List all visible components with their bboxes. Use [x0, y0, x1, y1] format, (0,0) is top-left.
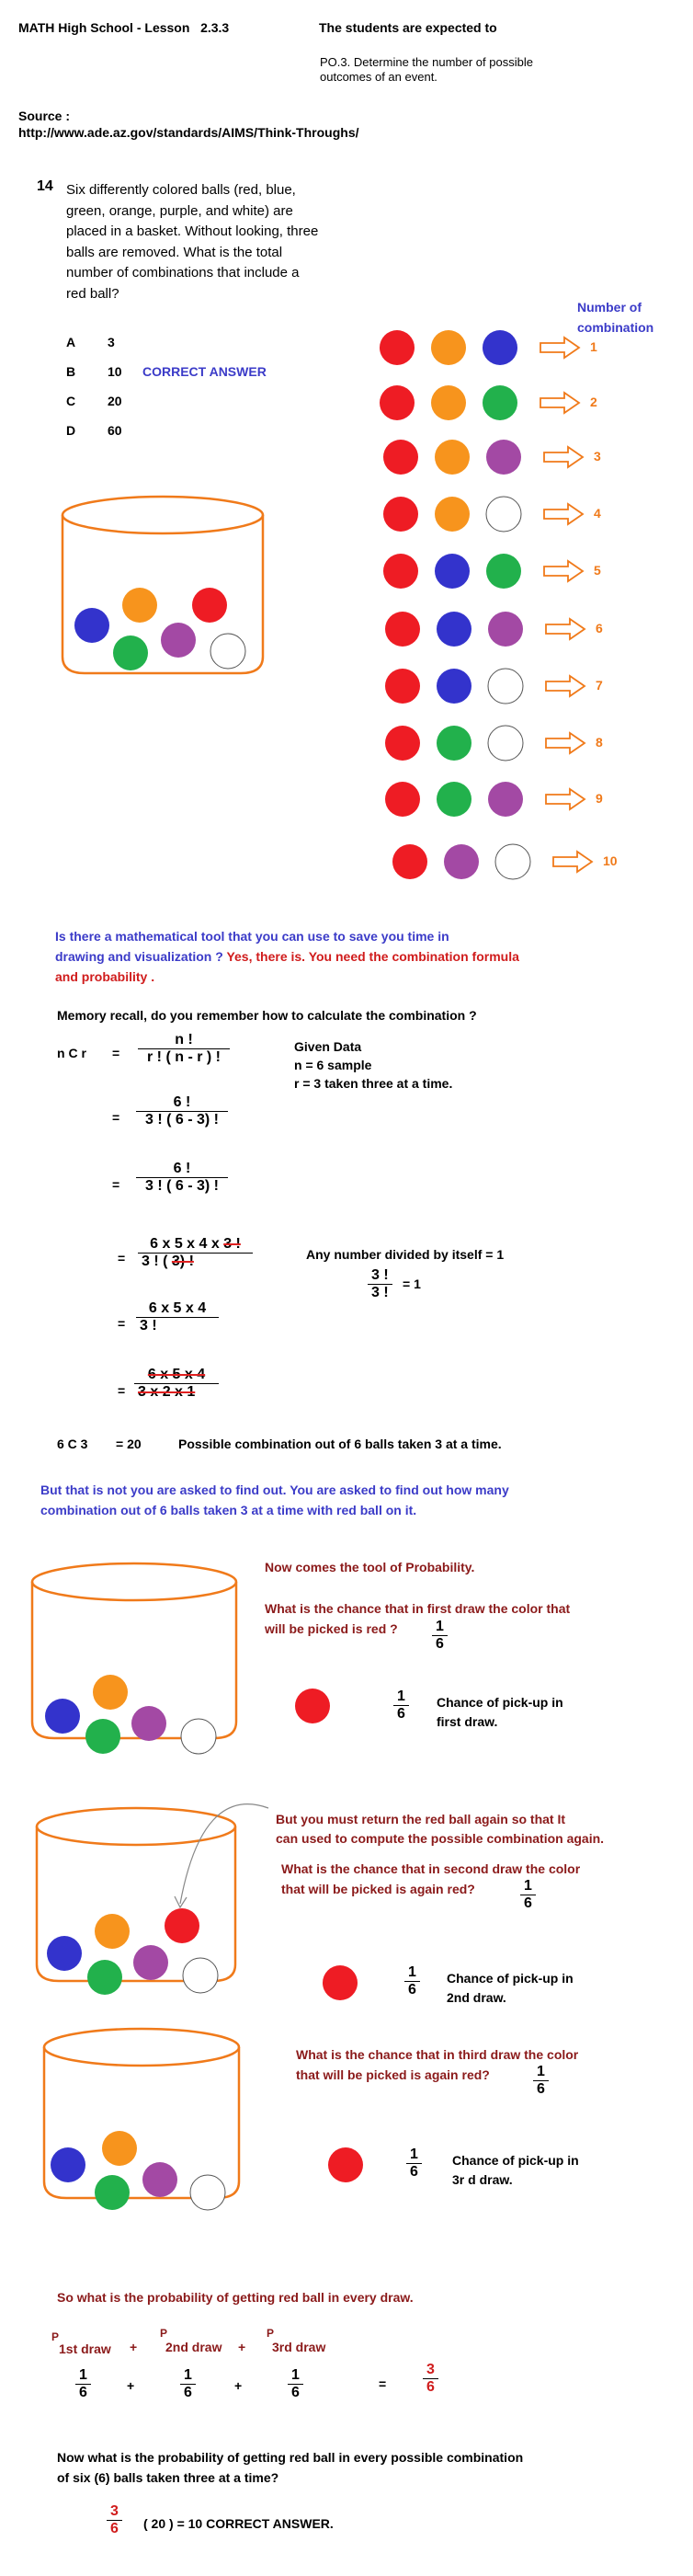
formula-fraction-2: $\frac{6 !}{3 ! ( 6 - 3) !}$ — [136, 1094, 228, 1129]
ball-purple — [131, 1706, 166, 1741]
given-n: n = 6 sample — [294, 1058, 372, 1072]
option-b: B 10 — [66, 364, 122, 379]
ball-white — [183, 1958, 218, 1993]
divided-fraction: $\frac{3 !}{3 !}$ — [368, 1267, 392, 1302]
divided-result: = 1 — [403, 1277, 421, 1291]
p-label-3: P — [267, 2327, 275, 2340]
combo-5-ball-red — [383, 554, 418, 589]
combination-number-9: 9 — [596, 791, 603, 806]
final-answer: ( 20 ) = 10 CORRECT ANSWER. — [143, 2516, 334, 2531]
formula-fraction-1: $\frac{n !}{r ! ( n - r ) !}$ — [138, 1032, 230, 1067]
combo-7-ball-red — [385, 669, 420, 704]
draw1-chance-2: first draw. — [437, 1714, 498, 1729]
equals-sign: = — [112, 1046, 120, 1060]
basket-3-rim — [37, 1808, 235, 1845]
ncr-label: n C r — [57, 1046, 86, 1060]
basket-4-rim — [44, 2029, 239, 2066]
equals-sign: = — [118, 1316, 126, 1331]
ball-green — [113, 635, 148, 670]
divided-note: Any number divided by itself = 1 — [306, 1247, 505, 1262]
combo-arrow-icon — [540, 338, 579, 358]
ball-orange — [95, 1914, 130, 1949]
question-text: Six differently colored balls (red, blue, green, orange, purple, and white) are placed in a basket. Without looking, three balls are removed. What is the total number of combinations that include a red ball? — [66, 182, 319, 302]
combination-number-5: 5 — [594, 563, 601, 578]
ball-orange — [93, 1675, 128, 1710]
formula-fraction-3: $\frac{6 !}{3 ! ( 6 - 3) !}$ — [136, 1161, 228, 1196]
combo-3-ball-purple — [486, 440, 521, 475]
ball-blue — [74, 608, 109, 643]
combination-number-6: 6 — [596, 621, 603, 635]
equals-sign: = — [112, 1177, 120, 1192]
po-text-2: outcomes of an event. — [320, 70, 437, 84]
combo-arrow-icon — [544, 447, 583, 467]
ball-red — [165, 1908, 199, 1943]
draw2-chance-1: Chance of pick-up in — [447, 1971, 574, 1986]
ball-green — [95, 2175, 130, 2210]
ball-purple — [142, 2162, 177, 2197]
draw2-chance-2: 2nd draw. — [447, 1990, 506, 2005]
draw-label-2: 2nd draw — [165, 2340, 222, 2354]
combo-4-ball-red — [383, 497, 418, 532]
combo-arrow-icon — [540, 393, 579, 413]
p-label-1: P — [51, 2330, 60, 2343]
combination-number-2: 2 — [590, 395, 597, 409]
combo-10-ball-purple — [444, 844, 479, 879]
combination-number-7: 7 — [596, 678, 603, 693]
plus-2: + — [238, 2340, 246, 2354]
lesson-number: 2.3.3 — [200, 20, 230, 35]
but-line-1: But that is not you are asked to find out. You are asked to find out how many — [40, 1483, 509, 1497]
combo-8-ball-red — [385, 726, 420, 761]
sum-fraction-3: $\frac{1}{6}$ — [288, 2367, 303, 2402]
draw1-question-1: What is the chance that in first draw the color that — [265, 1601, 571, 1616]
memory-recall: Memory recall, do you remember how to calculate the combination ? — [57, 1008, 477, 1023]
draw3-chance-fraction: $\frac{1}{6}$ — [406, 2147, 422, 2181]
combination-number-8: 8 — [596, 735, 603, 750]
ball-blue — [51, 2147, 85, 2182]
sum-result-fraction: $\frac{3}{6}$ — [423, 2362, 438, 2397]
basket-2-rim — [32, 1563, 236, 1600]
equals-sum: = — [379, 2376, 387, 2391]
draw2-question-2: that will be picked is again red? — [281, 1882, 475, 1896]
combo-2-ball-red — [380, 385, 415, 420]
draw2-red-ball — [323, 1965, 358, 2000]
answer-fraction: $\frac{3}{6}$ — [107, 2503, 122, 2538]
combination-header-2: combination — [577, 320, 654, 335]
combo-arrow-icon — [544, 561, 583, 581]
given-r: r = 3 taken three at a time. — [294, 1076, 453, 1091]
draw1-chance-fraction: $\frac{1}{6}$ — [393, 1689, 409, 1723]
combo-arrow-icon — [546, 789, 585, 809]
question-number: 14 — [37, 178, 53, 194]
sum-fraction-2: $\frac{1}{6}$ — [180, 2367, 196, 2402]
combo-10-ball-white — [495, 844, 530, 879]
tool-line-3: and probability . — [55, 969, 155, 984]
option-c: C 20 — [66, 394, 122, 408]
draw2-fraction: $\frac{1}{6}$ — [520, 1878, 536, 1913]
combo-6-ball-blue — [437, 612, 471, 647]
draw3-question-1: What is the chance that in third draw the color — [296, 2047, 579, 2062]
expected-text: The students are expected to — [319, 20, 497, 35]
option-a: A 3 — [66, 335, 115, 349]
combo-5-ball-blue — [435, 554, 470, 589]
p-label-2: P — [160, 2327, 168, 2340]
source-url: http://www.ade.az.gov/standards/AIMS/Think-Throughs/ — [18, 125, 359, 140]
combo-9-ball-green — [437, 782, 471, 817]
combination-number-1: 1 — [590, 339, 597, 354]
tool-line-1: Is there a mathematical tool that you can use to save you time in — [55, 929, 449, 944]
combo-4-ball-orange — [435, 497, 470, 532]
combo-8-ball-white — [488, 726, 523, 761]
now-line-1: Now what is the probability of getting red ball in every possible combination — [57, 2450, 524, 2465]
combo-9-ball-red — [385, 782, 420, 817]
combo-arrow-icon — [546, 676, 585, 696]
ball-white — [190, 2175, 225, 2210]
draw3-red-ball — [328, 2147, 363, 2182]
combo-1-ball-blue — [483, 330, 517, 365]
equals-sign: = — [118, 1383, 126, 1398]
combo-8-ball-green — [437, 726, 471, 761]
formula-fraction-4: $\frac{6 x 5 x 4 x 3 !}{3 ! ( 3) !}$ — [138, 1236, 253, 1271]
po-text: PO.3. Determine the number of possible — [320, 55, 533, 69]
draw3-question-2: that will be picked is again red? — [296, 2067, 490, 2082]
result-lhs: 6 C 3 — [57, 1437, 88, 1451]
combo-arrow-icon — [544, 504, 583, 524]
combination-number-10: 10 — [603, 853, 618, 868]
combo-2-ball-orange — [431, 385, 466, 420]
draw3-chance-2: 3r d draw. — [452, 2172, 513, 2187]
ball-orange — [122, 588, 157, 623]
draw1-chance-1: Chance of pick-up in — [437, 1695, 563, 1710]
but-line-2: combination out of 6 balls taken 3 at a time with red ball on it. — [40, 1503, 417, 1517]
combo-2-ball-green — [483, 385, 517, 420]
result-description: Possible combination out of 6 balls taken 3 at a time. — [178, 1437, 502, 1451]
combo-5-ball-green — [486, 554, 521, 589]
combo-3-ball-orange — [435, 440, 470, 475]
source-label: Source : — [18, 109, 71, 123]
return-line-2: can used to compute the possible combination again. — [276, 1831, 605, 1846]
draw-label-3: 3rd draw — [272, 2340, 326, 2354]
combination-header-1: Number of — [577, 300, 642, 315]
now-line-2: of six (6) balls taken three at a time? — [57, 2470, 279, 2485]
draw-label-1: 1st draw — [59, 2341, 111, 2356]
combo-4-ball-white — [486, 497, 521, 532]
lesson-title: MATH High School - Lesson 2.3.3 — [18, 20, 230, 35]
combo-7-ball-white — [488, 669, 523, 704]
plus-4: + — [234, 2378, 243, 2393]
formula-fraction-6: $\frac{6 x 5 x 4}{3 x 2 x 1}$ — [134, 1367, 219, 1402]
probability-title: Now comes the tool of Probability. — [265, 1560, 475, 1574]
combo-arrow-icon — [546, 619, 585, 639]
combination-number-3: 3 — [594, 449, 601, 464]
ball-blue — [47, 1936, 82, 1971]
ball-purple — [133, 1945, 168, 1980]
draw1-fraction: $\frac{1}{6}$ — [432, 1619, 448, 1654]
draw1-red-ball — [295, 1689, 330, 1723]
draw3-chance-1: Chance of pick-up in — [452, 2153, 579, 2168]
combo-arrow-icon — [553, 852, 592, 872]
combo-6-ball-red — [385, 612, 420, 647]
formula-fraction-5: $\frac{6 x 5 x 4}{3 !}$ — [136, 1300, 219, 1335]
combo-7-ball-blue — [437, 669, 471, 704]
ball-white — [181, 1719, 216, 1754]
draw2-chance-fraction: $\frac{1}{6}$ — [404, 1964, 420, 1999]
ball-green — [85, 1719, 120, 1754]
ball-green — [87, 1960, 122, 1995]
equals-sign: = — [118, 1251, 126, 1265]
combo-1-ball-red — [380, 330, 415, 365]
combination-number-4: 4 — [594, 506, 601, 521]
ball-blue — [45, 1699, 80, 1734]
ball-purple — [161, 623, 196, 658]
tool-line-2: drawing and visualization ? Yes, there is. You need the combination formula — [55, 949, 519, 964]
plus-1: + — [130, 2340, 138, 2354]
combo-1-ball-orange — [431, 330, 466, 365]
draw3-fraction: $\frac{1}{6}$ — [533, 2064, 549, 2099]
given-title: Given Data — [294, 1039, 362, 1054]
result-value: = 20 — [116, 1437, 142, 1451]
correct-answer-label: CORRECT ANSWER — [142, 364, 267, 379]
draw2-question-1: What is the chance that in second draw the color — [281, 1861, 581, 1876]
equals-sign: = — [112, 1110, 120, 1125]
combo-3-ball-red — [383, 440, 418, 475]
combo-10-ball-red — [392, 844, 427, 879]
return-line-1: But you must return the red ball again so that It — [276, 1812, 566, 1826]
plus-3: + — [127, 2378, 135, 2393]
combo-arrow-icon — [546, 733, 585, 753]
ball-white — [210, 634, 245, 669]
draw1-question-2: will be picked is red ? — [265, 1621, 398, 1636]
basket-1-rim — [62, 497, 263, 533]
ball-orange — [102, 2131, 137, 2166]
every-draw-question: So what is the probability of getting red ball in every draw. — [57, 2290, 414, 2305]
ball-red — [192, 588, 227, 623]
combo-9-ball-purple — [488, 782, 523, 817]
sum-fraction-1: $\frac{1}{6}$ — [75, 2367, 91, 2402]
combo-6-ball-purple — [488, 612, 523, 647]
option-d: D 60 — [66, 423, 122, 438]
